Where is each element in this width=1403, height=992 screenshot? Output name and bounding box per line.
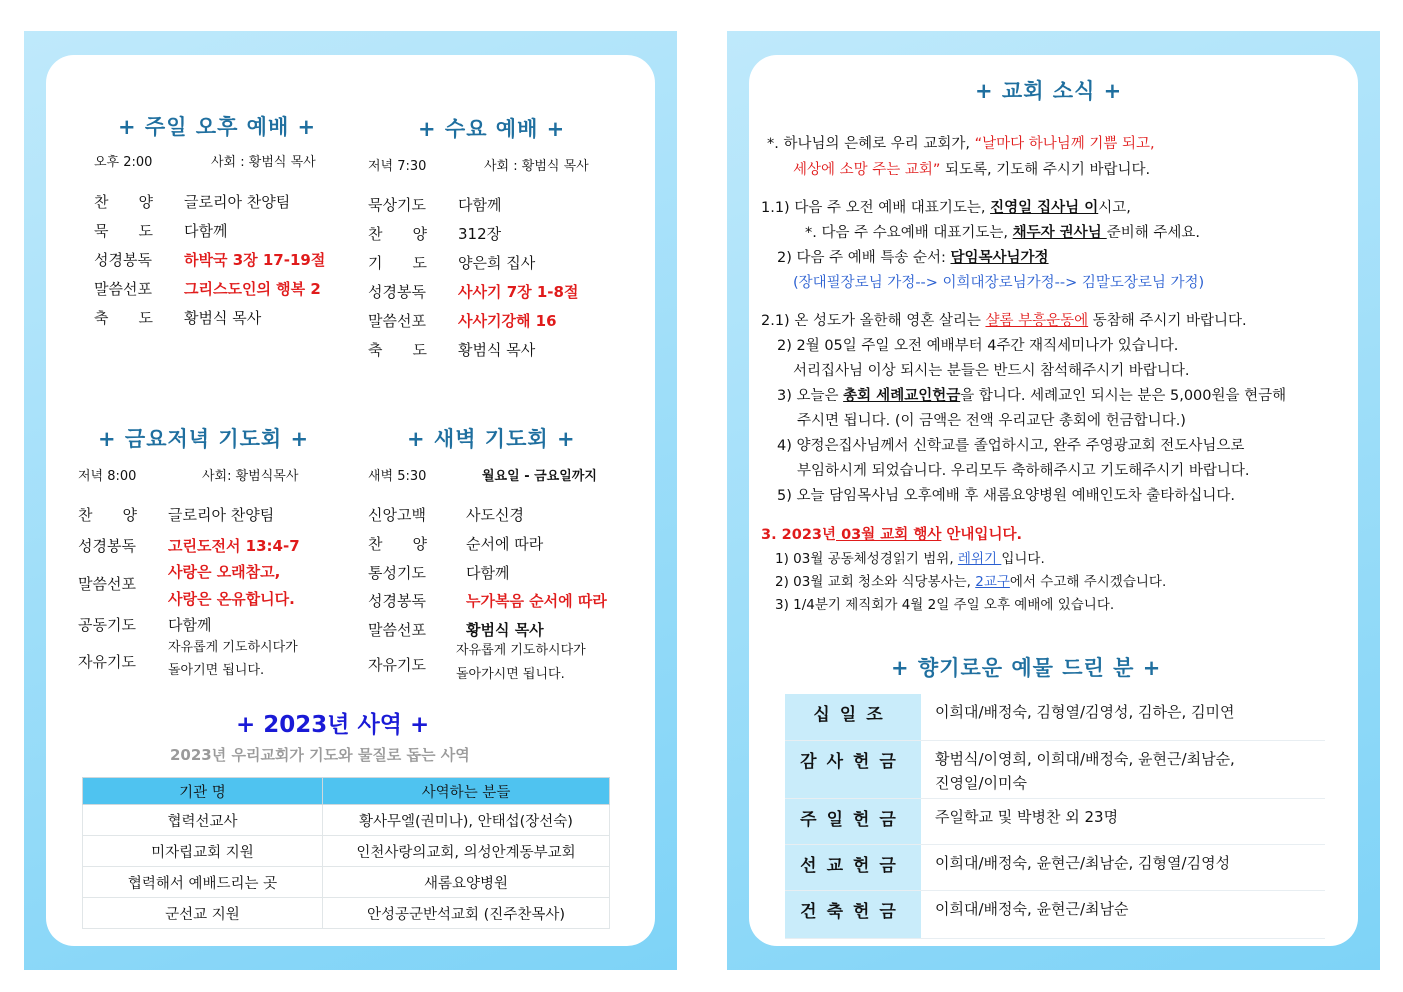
order-label: 묵 도: [94, 222, 153, 240]
order-value: 황범식 목사: [184, 309, 262, 327]
order-value: 그리스도인의 행복 2: [184, 280, 321, 298]
order-value: 다함께: [184, 222, 228, 240]
offering-names: [921, 844, 1325, 890]
friday-host: 사회: 황범식목사: [202, 469, 299, 484]
offering-names-line: 진영일/이미숙: [935, 773, 1027, 792]
ministry-people-cell: 황사무엘(권미나), 안태섭(장선숙): [323, 805, 610, 836]
order-label: 축 도: [368, 341, 427, 359]
news-1-2: 2) 다음 주 예배 특송 순서: 담임목사님가정: [777, 250, 1049, 266]
friday-sermon-line2: 사랑은 온유합니다.: [168, 590, 295, 608]
order-value: 312장: [458, 225, 502, 243]
ministry-col-people: 사역하는 분들: [323, 778, 610, 805]
friday-free-line1: 자유롭게 기도하시다가: [168, 640, 298, 655]
ministry-org-cell: 협력선교사: [83, 805, 323, 836]
order-label: 찬 양: [94, 193, 153, 211]
right-panel: [727, 31, 1380, 970]
news-2-4: 4) 양정은집사님께서 신학교를 졸업하시고, 완주 주영광교회 전도사님으로: [777, 438, 1245, 454]
order-label: 기 도: [368, 254, 427, 272]
ministry-col-org: 기관 명: [83, 778, 323, 805]
ministry-org-cell: 미자립교회 지원: [83, 836, 323, 867]
order-value: 다함께: [458, 196, 502, 214]
wednesday-title: + 수요 예배 +: [418, 117, 566, 141]
ministry-people-cell: 새롬요양병원: [323, 867, 610, 898]
left-panel: [24, 31, 677, 970]
offering-row: [785, 798, 1325, 844]
offering-names-line: 황범식/이영희, 이희대/배정숙, 윤현근/최남순,: [935, 749, 1235, 768]
ministry-row: [83, 836, 610, 867]
sunday-pm-title: + 주일 오후 예배 +: [118, 115, 317, 139]
ministry-org-cell: 군선교 지원: [83, 898, 323, 929]
news-2-3: 3) 오늘은 총회 세례교인헌금을 합니다. 세례교인 되시는 분은 5,000원을 현금해: [777, 388, 1287, 404]
ministry-header-row: [83, 778, 610, 805]
offering-category: 선교헌금: [785, 844, 921, 890]
offering-names: [921, 694, 1325, 740]
offering-row: [785, 844, 1325, 890]
ministry-row: [83, 898, 610, 929]
ministry-people-cell: 안성공군반석교회 (진주찬목사): [323, 898, 610, 929]
offering-category: 십일조: [785, 694, 921, 740]
news-3-3: 3) 1/4분기 제직회가 4월 2일 주일 오후 예배에 있습니다.: [775, 597, 1115, 613]
right-card: [749, 55, 1358, 946]
offering-names-line: 이희대/배정숙, 윤현근/최남순, 김형열/김영성: [935, 853, 1231, 872]
sunday-pm-host: 사회 : 황범식 목사: [211, 155, 316, 170]
dawn-title: + 새벽 기도회 +: [407, 427, 576, 451]
wednesday-time: 저녁 7:30: [368, 159, 427, 174]
order-value: 사사기강해 16: [458, 312, 557, 330]
news-1-2-sub: (장대필장로님 가정--> 이희대장로님가정--> 김말도장로님 가정): [793, 275, 1205, 291]
offering-category: 감사헌금: [785, 740, 921, 798]
news-3: 3. 2023년 03월 교회 행사 안내입니다.: [761, 527, 1022, 543]
left-card: + 주일 오후 예배 + 오후 2:00 사회 : 황범식 목사 찬 양 글로리아 찬양팀 묵 도 다함께 성경봉독 하박국 3장 17-19절 말씀선포 그리스도인의 행복 2 축 도 황범식 목사 + 수요 예배 + 저녁 7:30 사회 : 황범식 목사 묵상기도 다함께 찬 양 312장 기 도 양은희 집사 성경봉독 사사기 7장 1-8절 말씀선포 사사기강해 16 축 도 황범식 목사 + 금요저녁 기도회 + 저녁 8:00 사회: 황범식목사 찬 양 글로리아 찬양팀 성경봉독 고린도전서 13:4-7 말씀선포 사랑은 오래참고, 사랑은 온유합니다. 공동기도 다함께 자유기도 자유롭게 기도하시다가 돌아기면 됩니다. + 새벽 기도회 + 새벽 5:30 월요일 - 금요일까지 신앙고백 사도신경 찬 양 순서에 따라 통성기도 다함께 성경봉독 누가복음 순서에 따라 말씀선포 황범식 목사 자유기도 자유롭게 기도하시다가 돌아가시면 됩니다. + 2023년 사역 + 2023년 우리교회가 기도와 물질로 돕는 사역 기관 명 사역하는 분들 협력선교사 황사무엘(권미나), 안태섭(장선숙) 미자립교회 지원 인천사랑의교회, 의성안계동부교회 협력해서 예배드리는 곳 새롬요양병원 군선교 지원 안성공군반석교회 (진주찬목사): [46, 55, 655, 946]
order-value: 황범식 목사: [458, 341, 536, 359]
ministry-title: + 2023년 사역 +: [236, 712, 430, 738]
order-label: 성경봉독: [94, 251, 152, 269]
order-value: 글로리아 찬양팀: [184, 193, 291, 211]
offering-category: 주일헌금: [785, 798, 921, 844]
order-label: 축 도: [94, 309, 153, 327]
offering-title: + 향기로운 예물 드린 분 +: [891, 656, 1162, 680]
order-value: 양은희 집사: [458, 254, 536, 272]
offering-names: [921, 890, 1325, 938]
ministry-org-cell: 협력해서 예배드리는 곳: [83, 867, 323, 898]
sunday-pm-time: 오후 2:00: [94, 155, 153, 170]
dawn-days: 월요일 - 금요일까지: [482, 469, 597, 484]
news-2-2-sub: 서리집사님 이상 되시는 분들은 반드시 참석해주시기 바랍니다.: [793, 363, 1190, 379]
order-label: 말씀선포: [94, 280, 152, 298]
offering-row: [785, 694, 1325, 740]
offering-names-line: 이희대/배정숙, 김형열/김영성, 김하은, 김미연: [935, 703, 1235, 721]
order-value: 사사기 7장 1-8절: [458, 283, 579, 301]
offering-names: [921, 740, 1325, 798]
news-3-1: 1) 03월 공동체성경읽기 범위, 레위기 입니다.: [775, 551, 1045, 567]
friday-title: + 금요저녁 기도회 +: [98, 427, 310, 451]
news-2-1: 2.1) 온 성도가 올한해 영혼 살리는 샬롬 부흥운동에 동참해 주시기 바랍니다.: [761, 313, 1247, 329]
order-label: 찬 양: [368, 225, 427, 243]
news-2-5: 5) 오늘 담임목사님 오후예배 후 새롬요양병원 예배인도차 출타하십니다.: [777, 488, 1235, 504]
offering-names-line: 이희대/배정숙, 윤현근/최남순: [935, 899, 1129, 918]
ministry-row: [83, 805, 610, 836]
order-value: 하박국 3장 17-19절: [184, 251, 326, 269]
ministry-row: [83, 867, 610, 898]
ministry-table: [82, 777, 610, 929]
news-title: + 교회 소식 +: [975, 79, 1123, 103]
news-2-4-sub: 부임하시게 되었습니다. 우리모두 축하해주시고 기도해주시기 바랍니다.: [797, 463, 1250, 479]
offering-names-line: 주일학교 및 박병찬 외 23명: [935, 807, 1119, 826]
order-label: 말씀선포: [368, 312, 426, 330]
dawn-free-line1: 자유롭게 기도하시다가: [456, 643, 586, 658]
offering-names: [921, 798, 1325, 844]
news-1-1-sub: *. 다음 주 수요예배 대표기도는, 채두자 권사님 준비해 주세요.: [805, 225, 1201, 241]
news-intro-line1: *. 하나님의 은혜로 우리 교회가, “날마다 하나님께 기쁨 되고,: [767, 136, 1155, 152]
dawn-free-line2: 돌아가시면 됩니다.: [456, 667, 565, 682]
order-label: 성경봉독: [368, 283, 426, 301]
ministry-people-cell: 인천사랑의교회, 의성안계동부교회: [323, 836, 610, 867]
news-3-2: 2) 03월 교회 청소와 식당봉사는, 2교구에서 수고해 주시겠습니다.: [775, 574, 1167, 590]
wednesday-host: 사회 : 황범식 목사: [484, 159, 589, 174]
news-1-1: 1.1) 다음 주 오전 예배 대표기도는, 진영일 집사님 이시고,: [761, 200, 1131, 216]
news-intro-line2: 세상에 소망 주는 교회” 되도록, 기도해 주시기 바랍니다.: [793, 162, 1151, 178]
news-2-2: 2) 2월 05일 주일 오전 예배부터 4주간 재직세미나가 있습니다.: [777, 338, 1179, 354]
dawn-time: 새벽 5:30: [368, 469, 427, 484]
offering-row: [785, 890, 1325, 938]
friday-sermon-line1: 사랑은 오래참고,: [168, 563, 281, 581]
friday-time: 저녁 8:00: [78, 469, 137, 484]
order-label: 묵상기도: [368, 196, 426, 214]
friday-free-line2: 돌아기면 됩니다.: [168, 663, 265, 678]
offering-category: 건축헌금: [785, 890, 921, 938]
news-2-3-sub: 주시면 됩니다. (이 금액은 전액 우리교단 총회에 헌금합니다.): [797, 413, 1186, 429]
offering-table: [785, 694, 1325, 939]
ministry-subtitle: 2023년 우리교회가 기도와 물질로 돕는 사역: [170, 746, 470, 764]
offering-row: [785, 740, 1325, 798]
